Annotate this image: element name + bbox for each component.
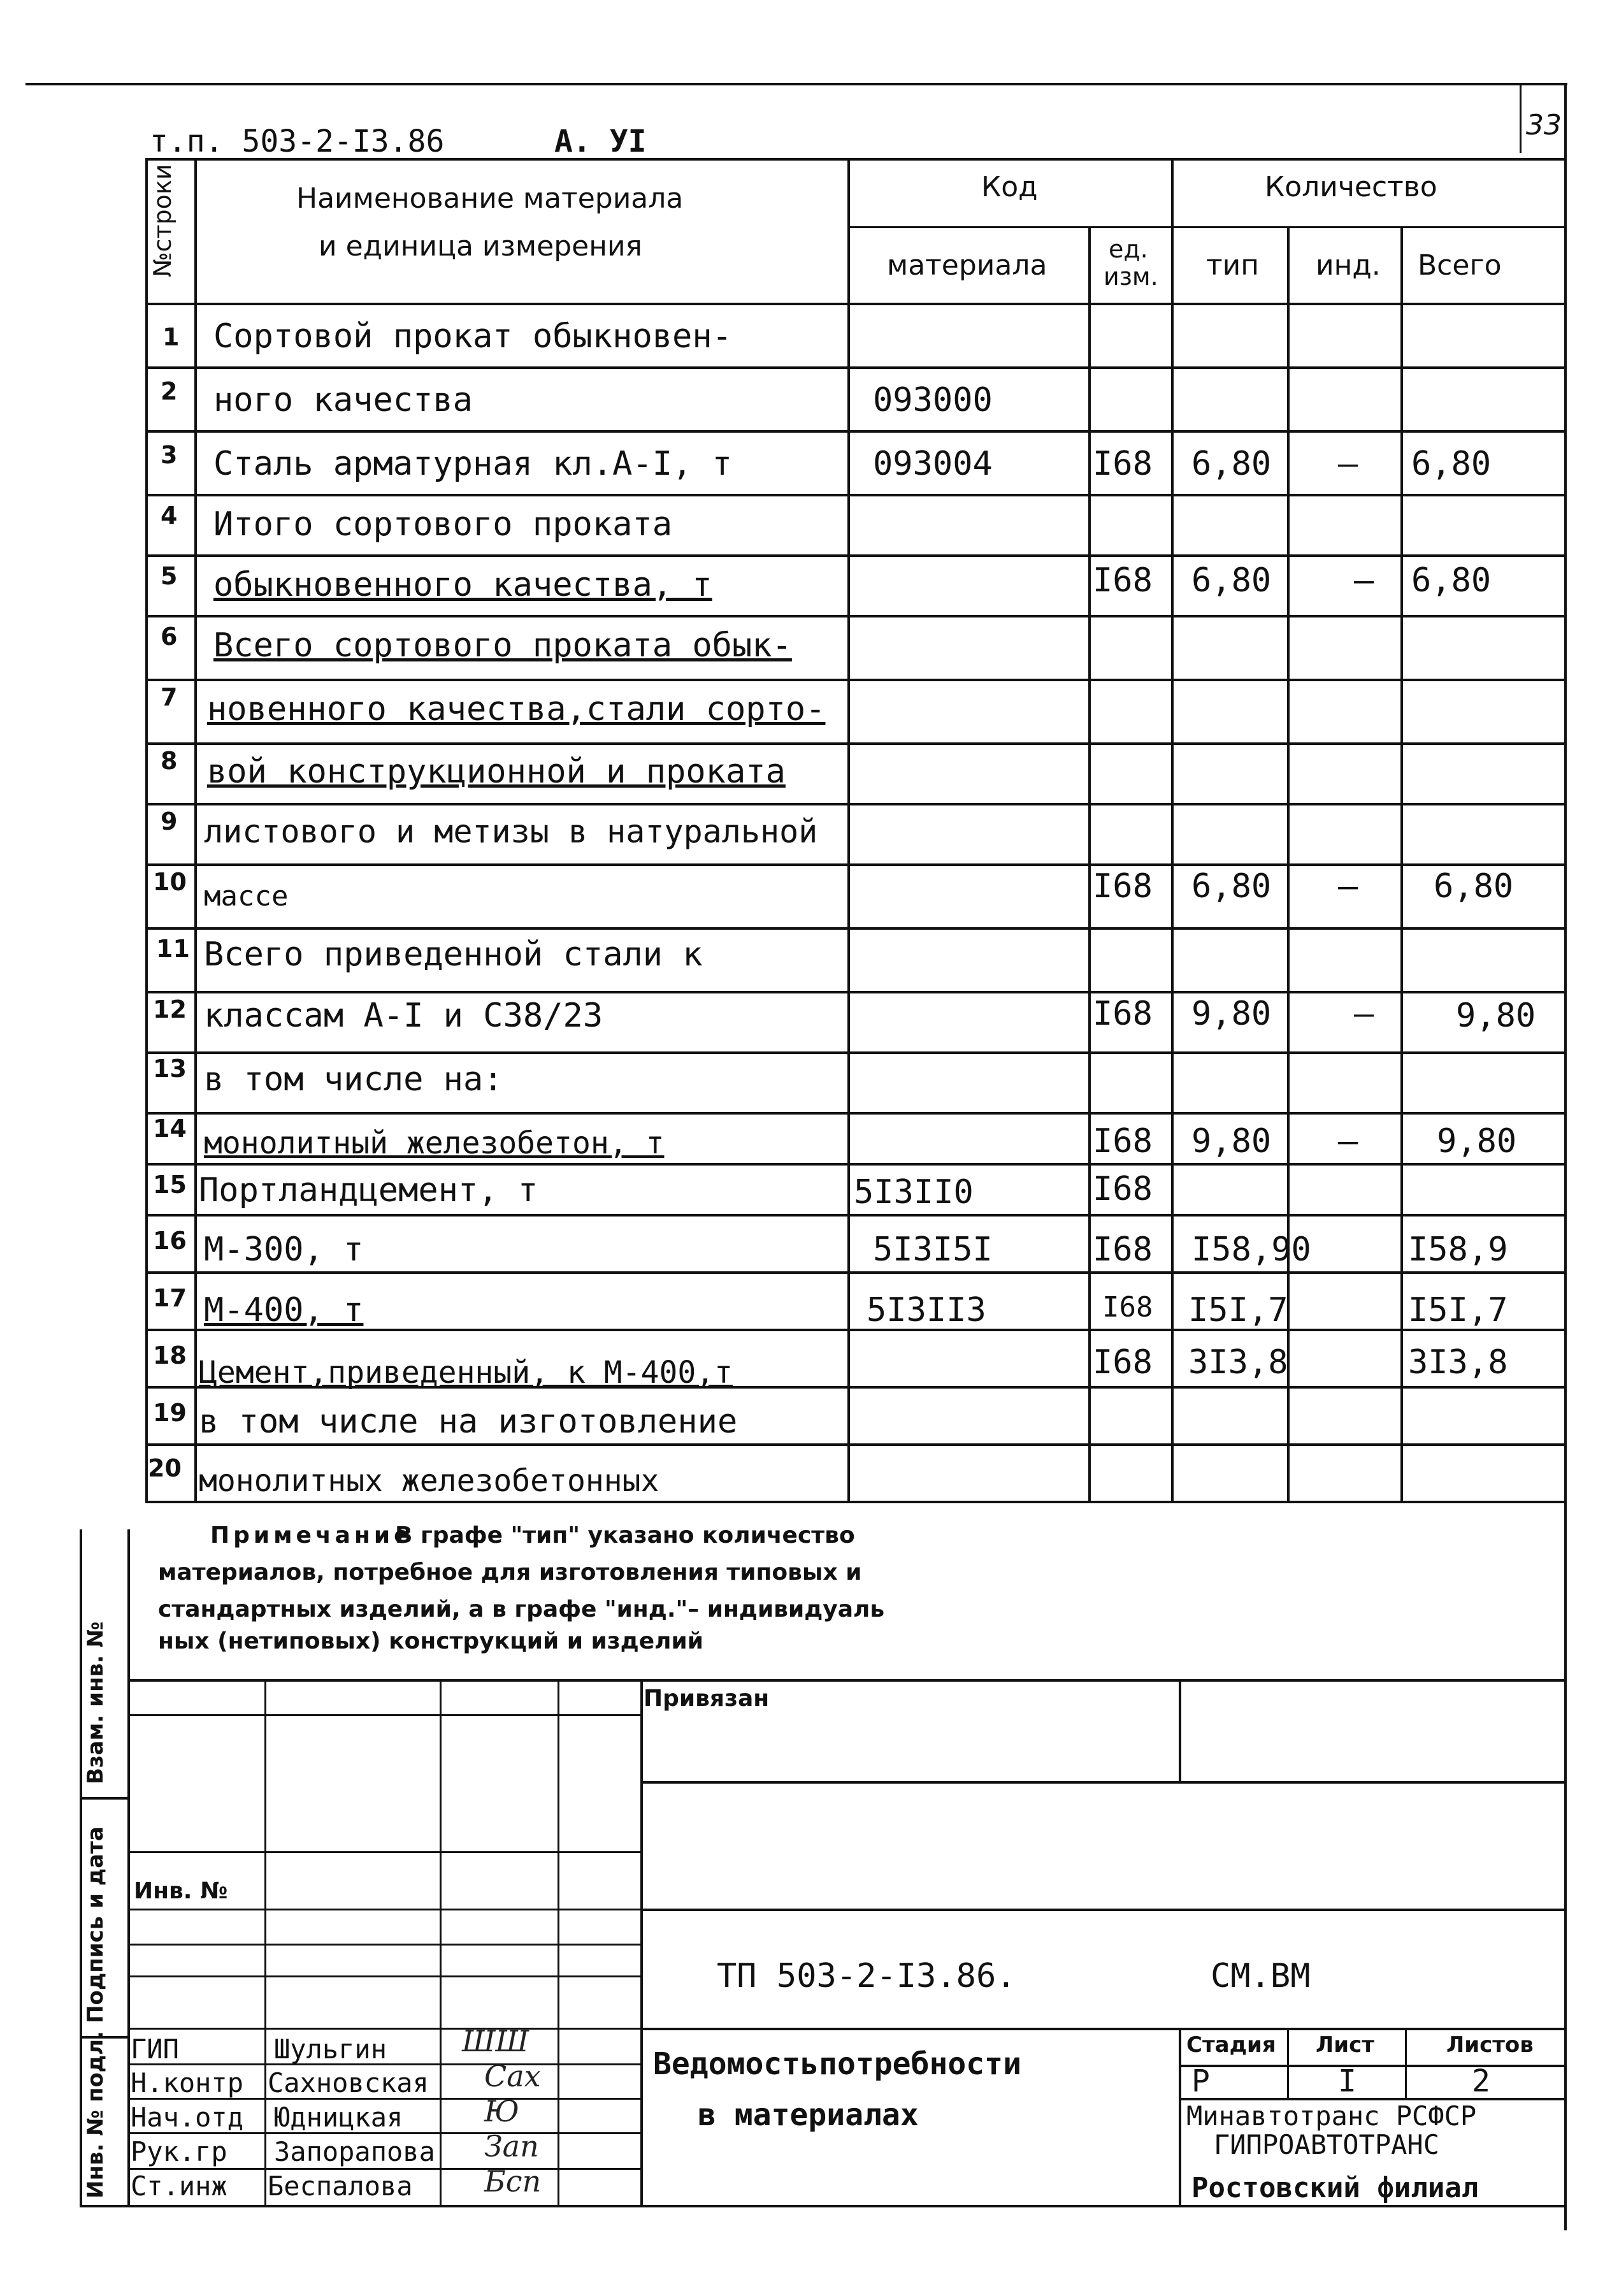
sign-row-2 — [127, 1851, 640, 1853]
inv-no-label: Инв. № — [134, 1878, 228, 1904]
signer-role: Ст.инж — [131, 2170, 227, 2202]
header-bottom-line — [145, 303, 1564, 305]
page-number-divider — [1520, 83, 1522, 153]
header-tip: тип — [1206, 249, 1259, 282]
row-name: Сталь арматурная кл.А-I, т — [213, 445, 732, 483]
row-line-20 — [145, 1501, 1564, 1503]
row-name: Всего сортового проката обык- — [213, 626, 792, 665]
row-line-15 — [145, 1214, 1564, 1217]
row-name: монолитный железобетон, т — [204, 1125, 665, 1161]
row-unit: I68 — [1093, 867, 1153, 906]
row-tip: 6,80 — [1191, 445, 1272, 483]
row-line-16 — [145, 1271, 1564, 1274]
sheet-label: Лист — [1316, 2032, 1374, 2058]
right-border-line — [1564, 83, 1567, 2230]
header-total: Всего — [1418, 249, 1502, 282]
row-line-7 — [145, 742, 1564, 745]
row-name: вой конструкционной и проката — [207, 753, 786, 791]
row-tip: 3I3,8 — [1188, 1343, 1288, 1382]
side-label-vzam: Взам. инв. № — [83, 1621, 108, 1784]
row-line-8 — [145, 803, 1564, 805]
row-name: обыкновенного качества, т — [213, 566, 712, 604]
sheets-value: 2 — [1472, 2063, 1490, 2099]
row-total: 6,80 — [1411, 445, 1492, 483]
row-unit: I68 — [1093, 1122, 1153, 1160]
header-material: материала — [887, 249, 1047, 282]
album-number: А. УI — [554, 124, 647, 159]
signer-role: ГИП — [131, 2033, 179, 2065]
side-column-right-line — [127, 1529, 130, 2205]
sheet-value: I — [1338, 2063, 1356, 2099]
row-number: 16 — [153, 1227, 187, 1255]
row-total: 9,80 — [1456, 997, 1536, 1035]
header-unit-2: изм. — [1104, 263, 1158, 291]
row-number: 4 — [161, 502, 178, 530]
stage-label: Стадия — [1186, 2032, 1276, 2058]
row-code: 093004 — [873, 445, 993, 483]
header-ind: инд. — [1316, 249, 1381, 282]
stamp-sheet-col — [1287, 2028, 1289, 2098]
rownum-col-line — [194, 158, 197, 1501]
signer-role: Рук.гр — [131, 2136, 227, 2167]
row-ind: – — [1338, 1122, 1358, 1160]
sign-col-2 — [440, 1679, 442, 2205]
row-name: Цемент,приведенный, к М-400,т — [199, 1355, 733, 1390]
row-name: ного качества — [213, 381, 473, 419]
row-ind: – — [1354, 561, 1374, 600]
row-tip: 9,80 — [1191, 1122, 1272, 1160]
signer-signature: Бсп — [484, 2164, 542, 2199]
row-number: 18 — [153, 1341, 187, 1369]
side-label-inv-podl: Инв. № подл. — [83, 2030, 108, 2199]
row-line-4 — [145, 554, 1564, 557]
row-total: I5I,7 — [1408, 1291, 1508, 1329]
signer-name: Сахновская — [268, 2067, 429, 2098]
row-number: 6 — [161, 623, 178, 651]
row-name: Сортовой прокат обыкновен- — [213, 317, 732, 356]
row-unit: I68 — [1093, 561, 1153, 600]
signer-name: Шульгин — [274, 2033, 387, 2065]
side-divider-1 — [80, 1797, 127, 1800]
header-row-number: №строки — [148, 164, 176, 277]
row-line-14 — [145, 1163, 1564, 1166]
row-line-9 — [145, 863, 1564, 866]
row-name: новенного качества,стали сорто- — [207, 690, 826, 728]
row-total: I58,9 — [1408, 1231, 1508, 1269]
note-line2: материалов, потребное для изготовления типовых и — [158, 1559, 862, 1585]
signer-role: Н.контр — [131, 2067, 244, 2098]
row-number: 3 — [161, 441, 178, 469]
row-tip: 6,80 — [1191, 561, 1272, 600]
row-number: 19 — [153, 1399, 187, 1427]
header-name-line2: и единица измерения — [319, 230, 643, 263]
row-tip: I58,90 — [1191, 1231, 1311, 1269]
stamp-stage-line — [1179, 2065, 1564, 2067]
header-name-line1: Наименование материала — [296, 182, 684, 215]
row-tip: 9,80 — [1191, 995, 1272, 1033]
sign-row-6 — [127, 2028, 640, 2030]
stamp-org-divider — [1179, 2028, 1181, 2205]
stamp-main-divider — [640, 1679, 643, 2205]
org-line2: ГИПРОАВТОТРАНС — [1214, 2129, 1440, 2160]
stamp-privyazan-line — [640, 1781, 1564, 1784]
row-name: Всего приведенной стали к — [204, 935, 703, 974]
sign-col-1 — [264, 1679, 266, 2205]
sign-row-5 — [127, 1975, 640, 1977]
note-line4: ных (нетиповых) конструкций и изделий — [158, 1628, 703, 1654]
table-left-line — [145, 158, 148, 1501]
signer-signature: Ю — [484, 2094, 519, 2128]
row-number: 13 — [153, 1055, 187, 1083]
row-number: 17 — [153, 1284, 187, 1312]
privyazan-label: Привязан — [644, 1686, 770, 1712]
row-total: 6,80 — [1411, 561, 1492, 600]
row-name: в том числе на изготовление — [199, 1403, 738, 1441]
signer-signature: Сах — [484, 2059, 541, 2093]
row-code: 093000 — [873, 381, 993, 419]
row-number: 15 — [153, 1171, 187, 1199]
row-unit: I68 — [1093, 445, 1153, 483]
row-line-3 — [145, 494, 1564, 496]
sign-row-1 — [127, 1714, 640, 1716]
signer-role: Нач.отд — [131, 2102, 244, 2133]
row-name: М-400, т — [204, 1291, 364, 1329]
stamp-docrow-top — [640, 1909, 1564, 1911]
row-name: классам А-I и С38/23 — [204, 997, 603, 1035]
row-code: 5I3II0 — [854, 1173, 974, 1211]
row-code: 5I3II3 — [867, 1291, 986, 1329]
row-number: 5 — [161, 562, 178, 590]
row-code: 5I3I5I — [873, 1231, 993, 1269]
row-name: монолитных железобетонных — [199, 1463, 659, 1499]
row-unit: I68 — [1093, 995, 1153, 1033]
row-name: М-300, т — [204, 1231, 364, 1269]
row-line-12 — [145, 1051, 1564, 1054]
sheets-label: Листов — [1446, 2032, 1534, 2058]
signer-name: Юдницкая — [274, 2102, 403, 2133]
doc-code: ТП 503-2-I3.86. — [717, 1957, 1016, 1995]
row-unit: I68 — [1093, 1170, 1153, 1208]
sign-col-3 — [558, 1679, 559, 2205]
row-number: 12 — [153, 995, 187, 1023]
note-line1: В графе "тип" указано количество — [395, 1522, 855, 1549]
row-number: 11 — [156, 935, 190, 963]
project-code: т.п. 503-2-I3.86 — [150, 124, 445, 159]
signer-name: Запорапова — [274, 2136, 435, 2167]
row-name: Портландцемент, т — [199, 1171, 538, 1209]
row-total: 3I3,8 — [1408, 1343, 1508, 1382]
row-ind: – — [1338, 867, 1358, 906]
org-line1: Минавтотранс РСФСР — [1186, 2100, 1477, 2132]
stage-value: Р — [1191, 2063, 1210, 2099]
row-name: в том числе на: — [204, 1060, 503, 1099]
side-column-left-line — [80, 1529, 82, 2205]
signer-name: Беспалова — [268, 2170, 413, 2202]
stamp-right-divider — [1179, 1679, 1181, 1781]
stamp-top-line — [127, 1679, 1564, 1682]
row-number: 2 — [161, 377, 178, 405]
sign-row-4 — [127, 1944, 640, 1946]
row-line-2 — [145, 430, 1564, 433]
row-line-10 — [145, 927, 1564, 930]
row-number: 10 — [153, 868, 187, 896]
row-unit: I68 — [1102, 1291, 1153, 1324]
row-number: 1 — [162, 323, 180, 351]
signer-signature: ШШ — [462, 2024, 529, 2058]
ind-col-line — [1400, 226, 1403, 1501]
page-number: 33 — [1526, 109, 1562, 141]
unit-col-line — [1171, 158, 1174, 1501]
row-number: 8 — [161, 747, 178, 775]
row-number: 20 — [148, 1454, 182, 1482]
row-ind: – — [1354, 995, 1374, 1033]
row-total: 9,80 — [1437, 1122, 1517, 1160]
stamp-docrow-bottom — [640, 2028, 1564, 2030]
row-number: 7 — [161, 683, 178, 711]
row-tip: I5I,7 — [1188, 1291, 1288, 1329]
header-code: Код — [981, 171, 1038, 203]
doc-mark: СМ.ВМ — [1211, 1957, 1311, 1995]
signer-signature: Зап — [484, 2129, 539, 2163]
row-unit: I68 — [1093, 1231, 1153, 1269]
row-name: листового и метизы в натуральной — [204, 813, 818, 850]
row-unit: I68 — [1093, 1343, 1153, 1382]
sign-row-3 — [127, 1909, 640, 1910]
header-unit-1: ед. — [1109, 235, 1148, 263]
row-ind: – — [1338, 445, 1358, 483]
org-line3: Ростовский филиал — [1191, 2172, 1479, 2204]
row-line-13 — [145, 1112, 1564, 1115]
side-label-podpis: Подпись и дата — [83, 1826, 108, 2023]
row-number: 9 — [161, 807, 178, 835]
table-top-line — [145, 158, 1564, 161]
row-line-11 — [145, 991, 1564, 993]
stamp-sheets-col — [1405, 2028, 1407, 2098]
doc-title-line2: в материалах — [698, 2097, 919, 2133]
note-label: Примечание — [210, 1522, 414, 1549]
sign-row-10 — [127, 2168, 640, 2170]
row-name: массе — [204, 880, 289, 913]
code-col-line — [1088, 226, 1091, 1501]
top-border-line — [25, 83, 1567, 85]
row-line-1 — [145, 366, 1564, 369]
header-subline — [847, 226, 1564, 228]
name-col-line — [847, 158, 850, 1501]
doc-title-line1: Ведомостьпотребности — [653, 2046, 1021, 2082]
row-name: Итого сортового проката — [213, 505, 673, 544]
row-line-6 — [145, 679, 1564, 681]
row-number: 14 — [153, 1115, 187, 1143]
note-line3: стандартных изделий, а в графе "инд."– индивидуаль — [158, 1596, 885, 1622]
side-bottom-line — [80, 2205, 1564, 2207]
row-line-19 — [145, 1443, 1564, 1446]
row-tip: 6,80 — [1191, 867, 1272, 906]
row-line-5 — [145, 615, 1564, 617]
header-quantity: Количество — [1265, 171, 1437, 203]
row-total: 6,80 — [1434, 867, 1514, 906]
